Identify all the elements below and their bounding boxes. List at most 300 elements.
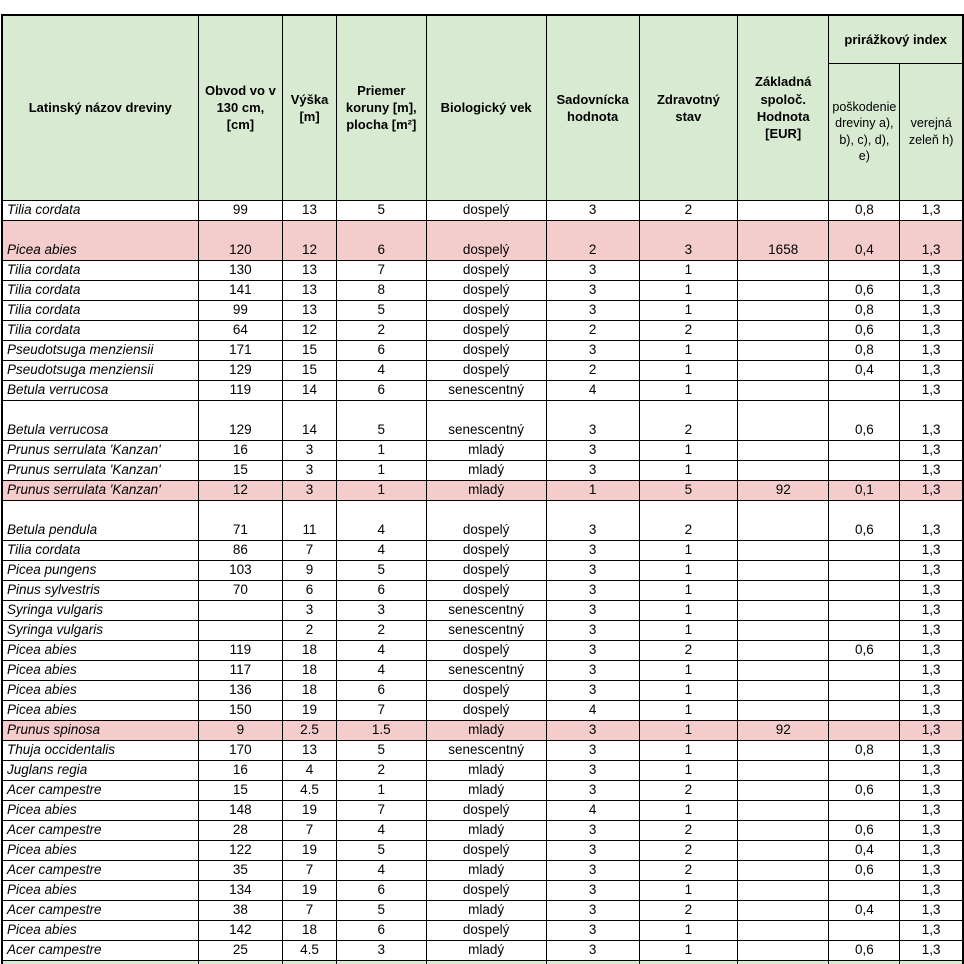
- cell-crown: 4: [336, 820, 426, 840]
- cell-zdravotny: 1: [639, 800, 737, 820]
- cell-sadovnicka: 3: [546, 540, 639, 560]
- cell-sadovnicka: 3: [546, 440, 639, 460]
- footer-cell: [829, 960, 900, 964]
- cell-species: Tilia cordata: [2, 300, 198, 320]
- cell-zakladna: [738, 460, 829, 480]
- table-row: [2, 660, 963, 680]
- cell-verejna: 1,3: [900, 620, 963, 640]
- cell-height: 19: [283, 800, 336, 820]
- cell-verejna: 1,3: [900, 200, 963, 220]
- table-row: [2, 920, 963, 940]
- cell-species: Picea abies: [2, 640, 198, 660]
- cell-verejna: 1,3: [900, 220, 963, 260]
- cell-circumference: 64: [198, 320, 283, 340]
- cell-zakladna: 92: [738, 480, 829, 500]
- cell-species: Pinus sylvestris: [2, 580, 198, 600]
- cell-zdravotny: 1: [639, 760, 737, 780]
- cell-crown: 5: [336, 300, 426, 320]
- table-row: [2, 880, 963, 900]
- cell-poskodenie: 0,6: [829, 280, 900, 300]
- cell-verejna: 1,3: [900, 360, 963, 380]
- cell-zdravotny: 2: [639, 320, 737, 340]
- cell-age: dospelý: [426, 340, 546, 360]
- cell-zdravotny: 1: [639, 620, 737, 640]
- cell-species: Tilia cordata: [2, 280, 198, 300]
- cell-sadovnicka: 3: [546, 600, 639, 620]
- cell-verejna: 1,3: [900, 340, 963, 360]
- cell-age: dospelý: [426, 680, 546, 700]
- cell-circumference: 120: [198, 220, 283, 260]
- cell-circumference: 28: [198, 820, 283, 840]
- cell-crown: 6: [336, 680, 426, 700]
- cell-zakladna: [738, 540, 829, 560]
- cell-height: 6: [283, 580, 336, 600]
- cell-species: Syringa vulgaris: [2, 600, 198, 620]
- cell-crown: 5: [336, 840, 426, 860]
- cell-crown: 3: [336, 940, 426, 960]
- table-row: [2, 620, 963, 640]
- cell-circumference: [198, 620, 283, 640]
- cell-zdravotny: 1: [639, 880, 737, 900]
- col-header-circumference: Obvod vo v 130 cm, [cm]: [198, 15, 283, 200]
- cell-zdravotny: 2: [639, 900, 737, 920]
- cell-zdravotny: 2: [639, 640, 737, 660]
- table-row: [2, 760, 963, 780]
- cell-crown: 4: [336, 500, 426, 540]
- cell-age: mladý: [426, 900, 546, 920]
- cell-age: dospelý: [426, 360, 546, 380]
- table-row: [2, 560, 963, 580]
- cell-sadovnicka: 3: [546, 200, 639, 220]
- cell-height: 2: [283, 620, 336, 640]
- cell-zdravotny: 1: [639, 560, 737, 580]
- cell-sadovnicka: 3: [546, 260, 639, 280]
- cell-verejna: 1,3: [900, 800, 963, 820]
- cell-species: Acer campestre: [2, 820, 198, 840]
- cell-height: 3: [283, 440, 336, 460]
- cell-circumference: 12: [198, 480, 283, 500]
- cell-species: Tilia cordata: [2, 540, 198, 560]
- cell-zakladna: [738, 940, 829, 960]
- cell-zakladna: [738, 440, 829, 460]
- cell-poskodenie: [829, 260, 900, 280]
- cell-zakladna: [738, 860, 829, 880]
- cell-zdravotny: 2: [639, 860, 737, 880]
- cell-circumference: 103: [198, 560, 283, 580]
- cell-circumference: 38: [198, 900, 283, 920]
- cell-age: mladý: [426, 480, 546, 500]
- cell-zakladna: [738, 600, 829, 620]
- cell-poskodenie: 0,8: [829, 340, 900, 360]
- cell-age: dospelý: [426, 500, 546, 540]
- cell-age: dospelý: [426, 700, 546, 720]
- cell-zdravotny: 2: [639, 780, 737, 800]
- cell-zakladna: 92: [738, 720, 829, 740]
- cell-poskodenie: 0,6: [829, 780, 900, 800]
- table-row: [2, 580, 963, 600]
- cell-zakladna: [738, 740, 829, 760]
- table-row: [2, 480, 963, 500]
- cell-circumference: 16: [198, 440, 283, 460]
- cell-species: Tilia cordata: [2, 320, 198, 340]
- cell-species: Acer campestre: [2, 900, 198, 920]
- cell-verejna: 1,3: [900, 640, 963, 660]
- cell-crown: 6: [336, 880, 426, 900]
- cell-crown: 7: [336, 260, 426, 280]
- table-row: [2, 360, 963, 380]
- cell-verejna: 1,3: [900, 400, 963, 440]
- cell-height: 13: [283, 200, 336, 220]
- cell-zdravotny: 1: [639, 740, 737, 760]
- cell-verejna: 1,3: [900, 900, 963, 920]
- cell-verejna: 1,3: [900, 680, 963, 700]
- cell-zdravotny: 1: [639, 360, 737, 380]
- cell-poskodenie: [829, 600, 900, 620]
- cell-zdravotny: 5: [639, 480, 737, 500]
- cell-zakladna: [738, 780, 829, 800]
- cell-poskodenie: [829, 760, 900, 780]
- cell-zdravotny: 2: [639, 820, 737, 840]
- cell-zakladna: [738, 760, 829, 780]
- cell-verejna: 1,3: [900, 760, 963, 780]
- cell-zakladna: [738, 700, 829, 720]
- cell-height: 11: [283, 500, 336, 540]
- cell-crown: 4: [336, 660, 426, 680]
- cell-height: 7: [283, 860, 336, 880]
- cell-zdravotny: 1: [639, 340, 737, 360]
- cell-sadovnicka: 4: [546, 700, 639, 720]
- cell-poskodenie: 0,6: [829, 320, 900, 340]
- cell-age: dospelý: [426, 540, 546, 560]
- cell-zakladna: [738, 560, 829, 580]
- table-row: [2, 640, 963, 660]
- table-row: [2, 820, 963, 840]
- cell-height: 9: [283, 560, 336, 580]
- cell-species: Pseudotsuga menziensii: [2, 340, 198, 360]
- cell-height: 2.5: [283, 720, 336, 740]
- cell-height: 3: [283, 480, 336, 500]
- cell-poskodenie: [829, 620, 900, 640]
- cell-verejna: 1,3: [900, 820, 963, 840]
- cell-zdravotny: 1: [639, 720, 737, 740]
- cell-sadovnicka: 1: [546, 480, 639, 500]
- cell-crown: 5: [336, 740, 426, 760]
- cell-sadovnicka: 3: [546, 280, 639, 300]
- cell-sadovnicka: 3: [546, 640, 639, 660]
- cell-verejna: 1,3: [900, 260, 963, 280]
- cell-zakladna: [738, 400, 829, 440]
- cell-crown: 4: [336, 360, 426, 380]
- cell-species: Prunus serrulata 'Kanzan': [2, 480, 198, 500]
- footer-cell: [336, 960, 426, 964]
- cell-sadovnicka: 3: [546, 340, 639, 360]
- table-row: [2, 540, 963, 560]
- cell-verejna: 1,3: [900, 460, 963, 480]
- cell-poskodenie: [829, 660, 900, 680]
- cell-species: Picea abies: [2, 840, 198, 860]
- cell-species: Picea abies: [2, 700, 198, 720]
- cell-poskodenie: 0,6: [829, 640, 900, 660]
- footer-cell: [426, 960, 546, 964]
- table-row: [2, 700, 963, 720]
- cell-zakladna: [738, 280, 829, 300]
- cell-poskodenie: 0,6: [829, 940, 900, 960]
- cell-age: senescentný: [426, 740, 546, 760]
- cell-verejna: 1,3: [900, 700, 963, 720]
- cell-height: 18: [283, 660, 336, 680]
- table-row: [2, 680, 963, 700]
- cell-age: senescentný: [426, 400, 546, 440]
- cell-circumference: 15: [198, 460, 283, 480]
- cell-age: dospelý: [426, 560, 546, 580]
- cell-circumference: 129: [198, 360, 283, 380]
- table-row: [2, 400, 963, 440]
- table-row: [2, 300, 963, 320]
- cell-circumference: 99: [198, 200, 283, 220]
- cell-crown: 1: [336, 440, 426, 460]
- cell-zakladna: [738, 880, 829, 900]
- cell-circumference: 130: [198, 260, 283, 280]
- table-row: [2, 320, 963, 340]
- cell-height: 19: [283, 880, 336, 900]
- cell-sadovnicka: 4: [546, 800, 639, 820]
- cell-zakladna: 1658: [738, 220, 829, 260]
- cell-zakladna: [738, 820, 829, 840]
- cell-crown: 1: [336, 480, 426, 500]
- cell-crown: 7: [336, 700, 426, 720]
- cell-zdravotny: 1: [639, 680, 737, 700]
- cell-crown: 5: [336, 560, 426, 580]
- cell-verejna: 1,3: [900, 300, 963, 320]
- cell-age: senescentný: [426, 620, 546, 640]
- cell-sadovnicka: 3: [546, 720, 639, 740]
- table-row: [2, 940, 963, 960]
- cell-sadovnicka: 3: [546, 580, 639, 600]
- cell-poskodenie: [829, 700, 900, 720]
- cell-sadovnicka: 3: [546, 860, 639, 880]
- cell-species: Syringa vulgaris: [2, 620, 198, 640]
- cell-species: Acer campestre: [2, 780, 198, 800]
- cell-verejna: 1,3: [900, 480, 963, 500]
- footer-cell: [283, 960, 336, 964]
- table-row: [2, 780, 963, 800]
- cell-height: 19: [283, 700, 336, 720]
- cell-circumference: 150: [198, 700, 283, 720]
- table-row: [2, 280, 963, 300]
- cell-poskodenie: 0,6: [829, 820, 900, 840]
- cell-verejna: 1,3: [900, 280, 963, 300]
- col-header-species: Latinský názov dreviny: [2, 15, 198, 200]
- table-row: [2, 840, 963, 860]
- table-row: [2, 460, 963, 480]
- cell-poskodenie: [829, 720, 900, 740]
- cell-sadovnicka: 3: [546, 820, 639, 840]
- cell-sadovnicka: 3: [546, 300, 639, 320]
- cell-sadovnicka: 3: [546, 880, 639, 900]
- cell-age: mladý: [426, 440, 546, 460]
- cell-circumference: [198, 600, 283, 620]
- tree-inventory-table: [1, 14, 964, 964]
- footer-cell: [2, 960, 198, 964]
- cell-height: 12: [283, 320, 336, 340]
- cell-height: 12: [283, 220, 336, 260]
- cell-height: 13: [283, 280, 336, 300]
- cell-height: 14: [283, 380, 336, 400]
- cell-poskodenie: [829, 560, 900, 580]
- cell-age: senescentný: [426, 660, 546, 680]
- table-footer: [2, 960, 963, 964]
- col-header-age: Biologický vek: [426, 15, 546, 200]
- table-row: [2, 200, 963, 220]
- cell-age: dospelý: [426, 580, 546, 600]
- table-row: [2, 260, 963, 280]
- cell-poskodenie: [829, 460, 900, 480]
- footer-cell: [546, 960, 639, 964]
- cell-zdravotny: 2: [639, 840, 737, 860]
- cell-poskodenie: 0,8: [829, 740, 900, 760]
- cell-crown: 1: [336, 460, 426, 480]
- cell-verejna: 1,3: [900, 740, 963, 760]
- cell-age: mladý: [426, 760, 546, 780]
- cell-crown: 4: [336, 640, 426, 660]
- cell-circumference: 9: [198, 720, 283, 740]
- cell-verejna: 1,3: [900, 840, 963, 860]
- cell-sadovnicka: 3: [546, 560, 639, 580]
- cell-age: mladý: [426, 860, 546, 880]
- cell-zakladna: [738, 660, 829, 680]
- cell-zdravotny: 1: [639, 460, 737, 480]
- cell-zakladna: [738, 840, 829, 860]
- table-row: [2, 380, 963, 400]
- cell-age: dospelý: [426, 260, 546, 280]
- cell-zakladna: [738, 640, 829, 660]
- table-row: [2, 440, 963, 460]
- cell-height: 14: [283, 400, 336, 440]
- cell-height: 13: [283, 300, 336, 320]
- cell-crown: 6: [336, 380, 426, 400]
- cell-age: mladý: [426, 460, 546, 480]
- cell-poskodenie: 0,4: [829, 360, 900, 380]
- cell-verejna: 1,3: [900, 860, 963, 880]
- cell-height: 13: [283, 740, 336, 760]
- cell-poskodenie: [829, 580, 900, 600]
- cell-verejna: 1,3: [900, 600, 963, 620]
- footer-row: [2, 960, 963, 964]
- cell-circumference: 136: [198, 680, 283, 700]
- cell-species: Pseudotsuga menziensii: [2, 360, 198, 380]
- cell-zdravotny: 2: [639, 500, 737, 540]
- cell-age: dospelý: [426, 920, 546, 940]
- cell-crown: 5: [336, 900, 426, 920]
- cell-height: 7: [283, 820, 336, 840]
- table-row: [2, 900, 963, 920]
- table-row: [2, 740, 963, 760]
- cell-sadovnicka: 4: [546, 380, 639, 400]
- cell-species: Picea abies: [2, 920, 198, 940]
- cell-zdravotny: 1: [639, 920, 737, 940]
- cell-age: dospelý: [426, 280, 546, 300]
- col-header-poskodenie: poškodenie dreviny a), b), c), d), e): [829, 63, 900, 200]
- cell-verejna: 1,3: [900, 720, 963, 740]
- cell-age: dospelý: [426, 840, 546, 860]
- cell-age: dospelý: [426, 320, 546, 340]
- cell-verejna: 1,3: [900, 560, 963, 580]
- col-header-verejna: verejná zeleň h): [900, 63, 963, 200]
- cell-species: Picea abies: [2, 660, 198, 680]
- cell-height: 15: [283, 360, 336, 380]
- cell-circumference: 142: [198, 920, 283, 940]
- cell-circumference: 70: [198, 580, 283, 600]
- cell-zakladna: [738, 680, 829, 700]
- cell-age: dospelý: [426, 200, 546, 220]
- cell-height: 3: [283, 460, 336, 480]
- cell-height: 4.5: [283, 780, 336, 800]
- cell-poskodenie: 0,6: [829, 500, 900, 540]
- cell-sadovnicka: 2: [546, 360, 639, 380]
- cell-age: mladý: [426, 720, 546, 740]
- cell-sadovnicka: 3: [546, 920, 639, 940]
- cell-height: 7: [283, 900, 336, 920]
- cell-circumference: 119: [198, 640, 283, 660]
- cell-zdravotny: 1: [639, 540, 737, 560]
- cell-height: 3: [283, 600, 336, 620]
- cell-poskodenie: [829, 920, 900, 940]
- cell-crown: 5: [336, 400, 426, 440]
- cell-sadovnicka: 2: [546, 220, 639, 260]
- cell-circumference: 35: [198, 860, 283, 880]
- cell-zakladna: [738, 800, 829, 820]
- footer-cell: [198, 960, 283, 964]
- header-row-top: [2, 15, 963, 63]
- cell-poskodenie: 0,6: [829, 400, 900, 440]
- cell-circumference: 117: [198, 660, 283, 680]
- cell-species: Picea abies: [2, 220, 198, 260]
- cell-crown: 6: [336, 340, 426, 360]
- cell-crown: 2: [336, 620, 426, 640]
- cell-verejna: 1,3: [900, 660, 963, 680]
- cell-age: dospelý: [426, 300, 546, 320]
- cell-poskodenie: 0,4: [829, 220, 900, 260]
- cell-crown: 1.5: [336, 720, 426, 740]
- cell-poskodenie: 0,4: [829, 900, 900, 920]
- cell-poskodenie: [829, 540, 900, 560]
- cell-sadovnicka: 3: [546, 900, 639, 920]
- cell-sadovnicka: 3: [546, 500, 639, 540]
- cell-sadovnicka: 3: [546, 680, 639, 700]
- cell-species: Acer campestre: [2, 940, 198, 960]
- cell-species: Thuja occidentalis: [2, 740, 198, 760]
- cell-circumference: 122: [198, 840, 283, 860]
- cell-circumference: 99: [198, 300, 283, 320]
- cell-zakladna: [738, 920, 829, 940]
- cell-age: dospelý: [426, 800, 546, 820]
- table-row: [2, 800, 963, 820]
- footer-cell: [900, 960, 963, 964]
- cell-circumference: 141: [198, 280, 283, 300]
- cell-sadovnicka: 3: [546, 760, 639, 780]
- col-header-zdravotny: Zdravotný stav: [639, 15, 737, 200]
- cell-verejna: 1,3: [900, 500, 963, 540]
- cell-crown: 7: [336, 800, 426, 820]
- cell-poskodenie: [829, 380, 900, 400]
- cell-age: mladý: [426, 940, 546, 960]
- cell-zdravotny: 2: [639, 200, 737, 220]
- cell-verejna: 1,3: [900, 380, 963, 400]
- cell-crown: 1: [336, 780, 426, 800]
- table-row: [2, 860, 963, 880]
- cell-zdravotny: 1: [639, 440, 737, 460]
- cell-zdravotny: 1: [639, 940, 737, 960]
